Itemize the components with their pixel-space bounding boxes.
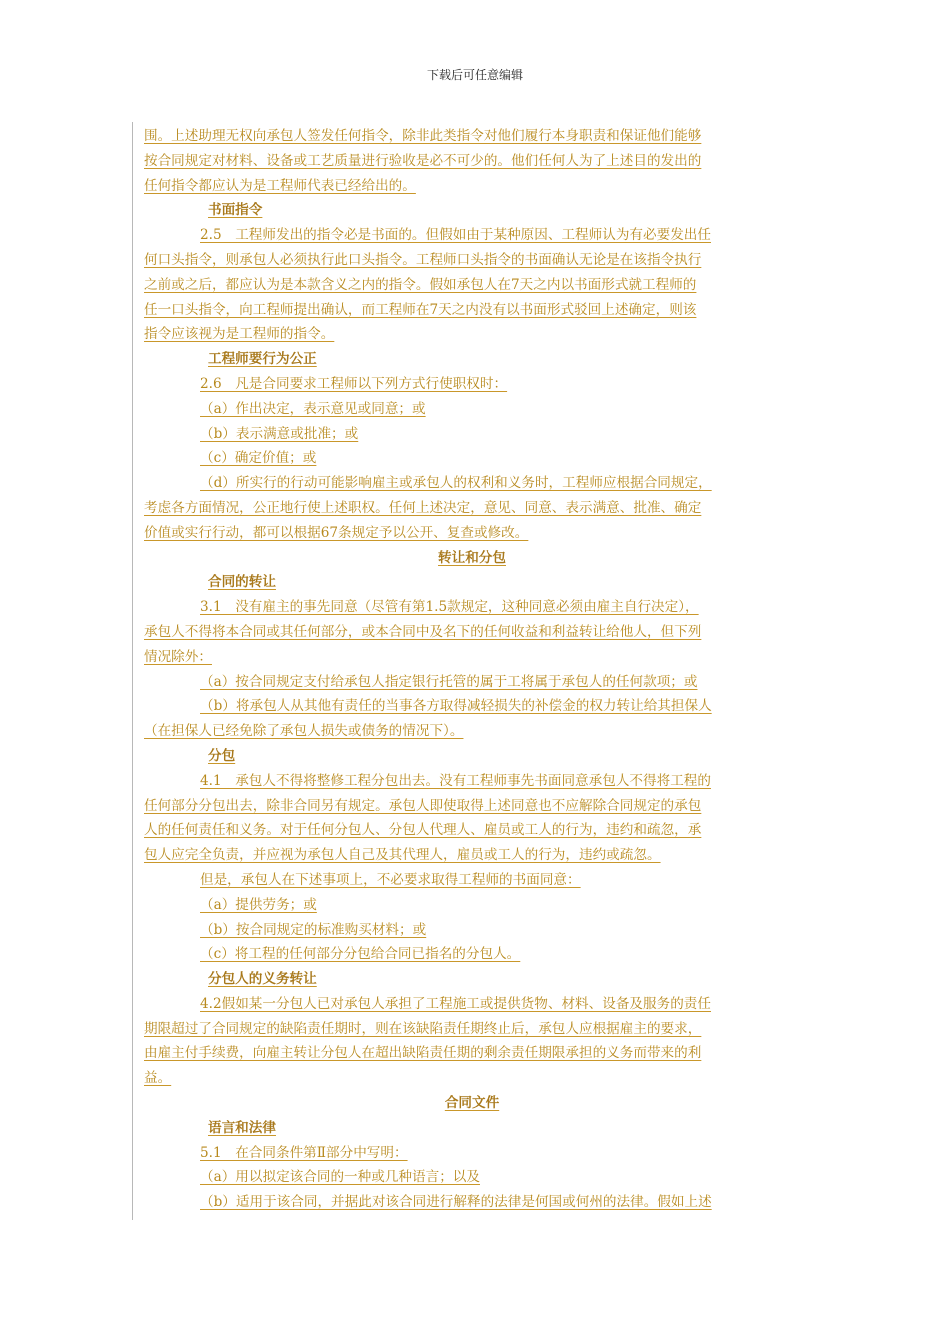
text-line [144, 1066, 800, 1091]
section-heading [144, 347, 800, 372]
line-text: 合同的转让 [208, 574, 276, 591]
line-text: 3.1 没有雇主的事先同意（尽管有第1.5款规定，这种同意必须由雇主自行决定）， [200, 599, 699, 616]
line-text: 分包人的义务转让 [208, 971, 317, 988]
text-line [144, 521, 800, 546]
line-text: 之前或之后，都应认为是本款含义之内的指令。假如承包人在7天之内以书面形式就工程师的 [144, 276, 697, 293]
line-text: （b）适用于该合同，并据此对该合同进行解释的法律是何国或何州的法律。假如上述 [200, 1194, 712, 1211]
line-text: 4.1 承包人不得将整修工程分包出去。没有工程师事先书面同意承包人不得将工程的 [200, 772, 711, 789]
line-text: 4.2假如某一分包人已对承包人承担了工程施工或提供货物、材料、设备及服务的责任 [200, 995, 711, 1012]
line-text: （c）确定价值；或 [200, 450, 317, 467]
text-line [144, 893, 800, 918]
text-line [144, 273, 800, 298]
line-text: 分包 [208, 747, 236, 764]
text-line [144, 818, 800, 843]
document-body [144, 124, 800, 1215]
line-text: 任何指令都应认为是工程师代表已经给出的。 [144, 177, 416, 194]
text-line [144, 843, 800, 868]
text-line [144, 992, 800, 1017]
line-text: 人的任何责任和义务。对于任何分包人、分包人代理人、雇员或工人的行为，违约和疏忽，承 [144, 822, 702, 839]
section-heading [144, 1091, 800, 1116]
text-line [144, 1041, 800, 1066]
line-text: 承包人不得将本合同或其任何部分，或本合同中及名下的任何收益和利益转让给他人，但下列 [144, 623, 702, 640]
line-text: 2.6 凡是合同要求工程师以下列方式行使职权时： [200, 375, 508, 392]
line-text: （a）用以拟定该合同的一种或几种语言；以及 [200, 1169, 480, 1186]
line-text: 考虑各方面情况，公正地行使上述职权。任何上述决定，意见、同意、表示满意、批准、确定 [144, 499, 702, 516]
line-text: 但是，承包人在下述事项上，不必要求取得工程师的书面同意： [200, 871, 581, 888]
text-line [144, 223, 800, 248]
line-text: 5.1 在合同条件第Ⅱ部分中写明： [200, 1144, 408, 1161]
line-text: （d）所实行的行动可能影响雇主或承包人的权利和义务时，工程师应根据合同规定， [200, 475, 712, 492]
line-text: 2.5 工程师发出的指令必是书面的。但假如由于某种原因、工程师认为有必要发出任 [200, 227, 711, 244]
text-line [144, 149, 800, 174]
text-line [144, 868, 800, 893]
text-line [144, 397, 800, 422]
text-line [144, 496, 800, 521]
text-line [144, 694, 800, 719]
line-text: 益。 [144, 1070, 172, 1087]
section-heading [144, 570, 800, 595]
text-line [144, 174, 800, 199]
line-text: 合同文件 [444, 1095, 500, 1112]
line-text: （a）作出决定，表示意见或同意；或 [200, 400, 426, 417]
line-text: （b）按合同规定的标准购买材料；或 [200, 921, 427, 938]
line-text: 按合同规定对材料、设备或工艺质量进行验收是必不可少的。他们任何人为了上述目的发出的 [144, 152, 702, 169]
section-heading [144, 1116, 800, 1141]
text-line [144, 372, 800, 397]
line-text: 任何部分分包出去，除非合同另有规定。承包人即使取得上述同意也不应解除合同规定的承包 [144, 797, 702, 814]
line-text: 情况除外： [144, 648, 212, 665]
section-heading [144, 546, 800, 571]
line-text: 语言和法律 [208, 1119, 276, 1136]
text-line [144, 794, 800, 819]
text-line [144, 248, 800, 273]
text-line [144, 1141, 800, 1166]
line-text: （b）将承包人从其他有责任的当事各方取得减轻损失的补偿金的权力转让给其担保人 [200, 698, 712, 715]
text-line [144, 446, 800, 471]
text-line [144, 719, 800, 744]
text-line [144, 645, 800, 670]
text-line [144, 918, 800, 943]
line-text: 工程师要行为公正 [208, 351, 317, 368]
section-heading [144, 967, 800, 992]
line-text: 任一口头指令，向工程师提出确认，而工程师在7天之内没有以书面形式驳回上述确定，则该 [144, 301, 697, 318]
text-line [144, 322, 800, 347]
line-text: 指令应该视为是工程师的指令。 [144, 326, 335, 343]
line-text: 书面指令 [208, 202, 263, 219]
line-text: 价值或实行行动，都可以根据67条规定予以公开、复查或修改。 [144, 524, 529, 541]
line-text: （b）表示满意或批准；或 [200, 425, 359, 442]
line-text: （a）提供劳务；或 [200, 896, 317, 913]
text-line [144, 942, 800, 967]
text-line [144, 595, 800, 620]
section-heading [144, 744, 800, 769]
line-text: 期限超过了合同规定的缺陷责任期时，则在该缺陷责任期终止后，承包人应根据雇主的要求， [144, 1020, 702, 1037]
line-text: （c）将工程的任何部分分包给合同已指名的分包人。 [200, 946, 521, 963]
section-heading [144, 198, 800, 223]
line-text: 围。上述助理无权向承包人签发任何指令，除非此类指令对他们履行本身职责和保证他们能够 [144, 128, 702, 144]
line-text: 转让和分包 [438, 549, 506, 566]
line-text: 包人应完全负责，并应视为承包人自己及其代理人，雇员或工人的行为，违约或疏忽。 [144, 847, 661, 864]
revision-bar [132, 122, 133, 1220]
line-text: （在担保人已经免除了承包人损失或债务的情况下）。 [144, 723, 464, 740]
page-header: 下载后可任意编辑 [426, 68, 523, 82]
line-text: 何口头指令，则承包人必须执行此口头指令。工程师口头指令的书面确认无论是在该指令执行 [144, 251, 702, 268]
text-line [144, 124, 800, 149]
text-line [144, 1017, 800, 1042]
text-line [144, 422, 800, 447]
text-line [144, 670, 800, 695]
line-text: （a）按合同规定支付给承包人指定银行托管的属于工将属于承包人的任何款项；或 [200, 673, 698, 690]
text-line [144, 1165, 800, 1190]
line-text: 由雇主付手续费，向雇主转让分包人在超出缺陷责任期的剩余责任期限承担的义务而带来的利 [144, 1045, 702, 1062]
text-line [144, 298, 800, 323]
text-line [144, 1190, 800, 1215]
text-line [144, 471, 800, 496]
text-line [144, 620, 800, 645]
text-line [144, 769, 800, 794]
